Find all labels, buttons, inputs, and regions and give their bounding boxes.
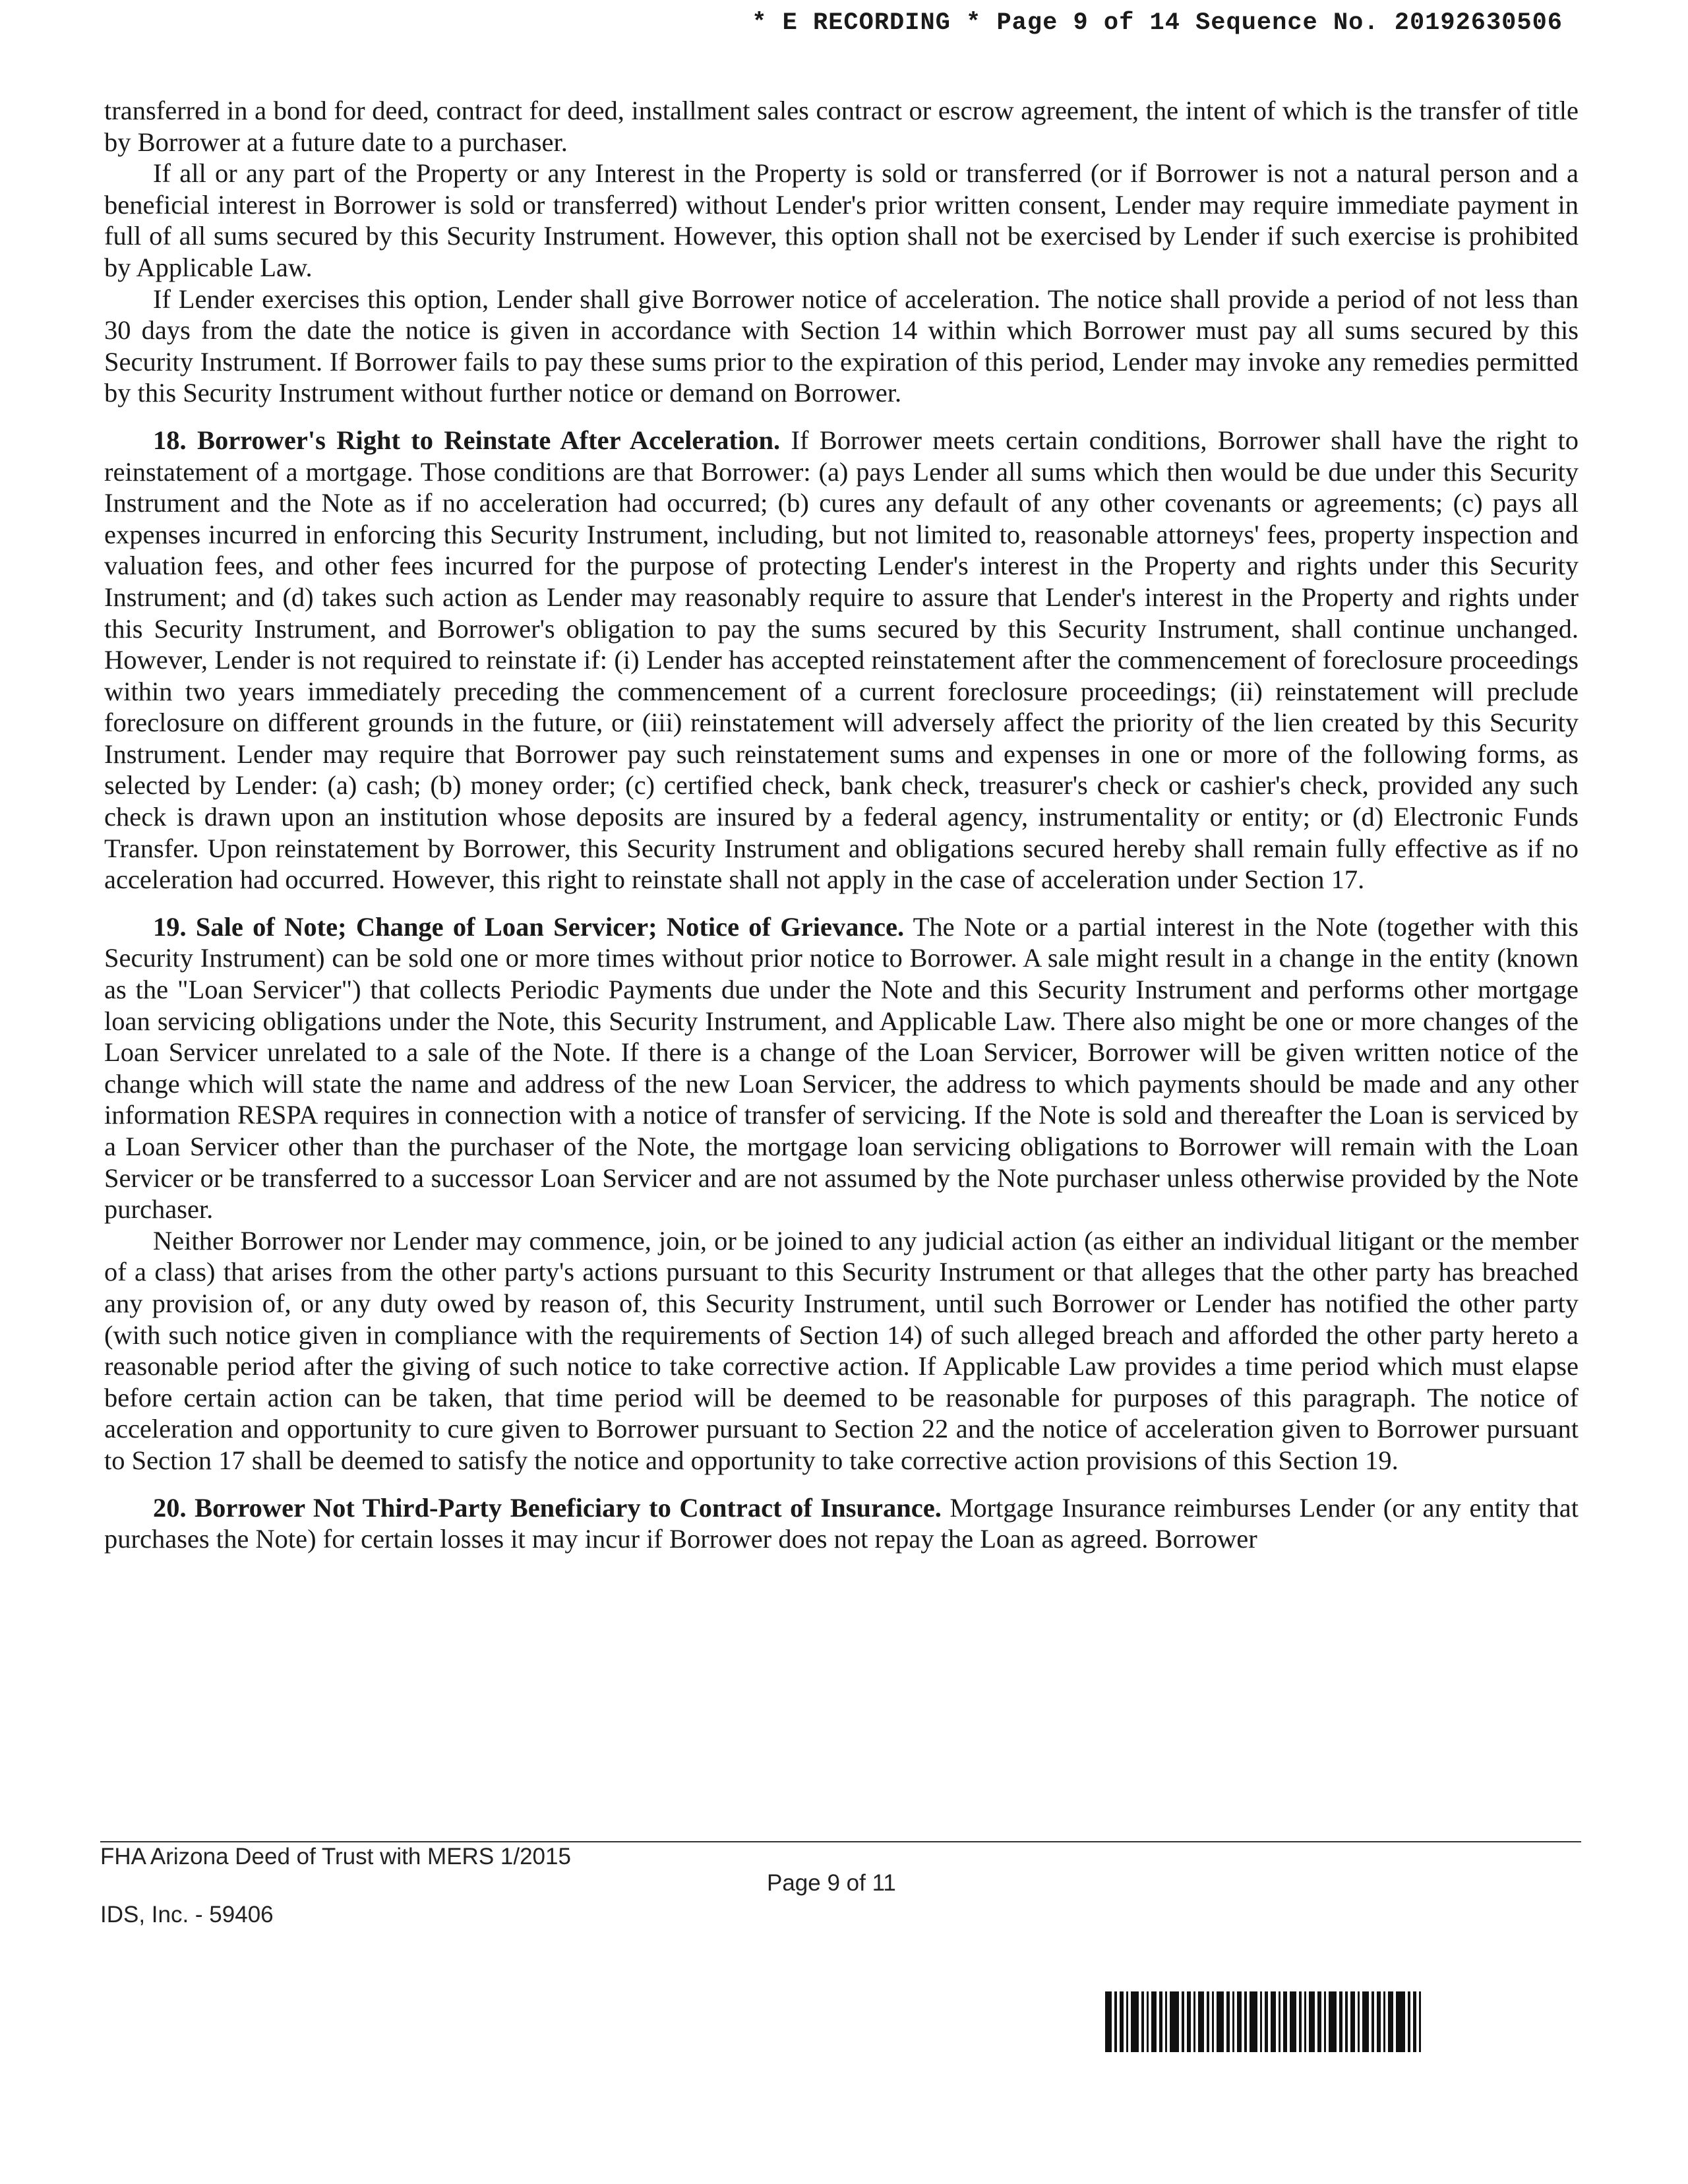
section-19 [104,911,1579,1225]
barcode-bar [1260,1991,1262,2052]
barcode-bar [1212,1991,1214,2052]
barcode-bar [1120,1991,1124,2052]
barcode-bar [1339,1991,1342,2052]
barcode-bar [1408,1991,1410,2052]
barcode-bar [1358,1991,1360,2052]
barcode-bar [1372,1991,1374,2052]
paragraph-continuation [104,95,1579,158]
footer-page-number: Page 9 of 11 [767,1870,896,1896]
section-18 [104,425,1579,895]
paragraph-text: transferred in a bond for deed, contract for deed, installment sales contract or escrow agreement, the intent of which is the transfer of title by Borrower at a future date to a purchaser. [104,96,1579,157]
barcode-bar [1279,1991,1281,2052]
recording-stamp: * E RECORDING * Page 9 of 14 Sequence No. 20192630506 [752,9,1563,37]
barcode-bar [1329,1991,1337,2052]
barcode-bar [1324,1991,1326,2052]
barcode-bar [1413,1991,1416,2052]
barcode-bar [1182,1991,1184,2052]
barcode-bar [1159,1991,1162,2052]
paragraph-text: If Lender exercises this option, Lender shall give Borrower notice of acceleration. The notice shall provide a period of not less than 30 days from the date the notice is given in accordance with Section 14 within which Borrower must pay all sums secured by this Security Instrument. If Borrower fails to pay these sums prior to the expiration of this period, Lender may invoke any remedies permitted by this Security Instrument without further notice or demand on Borrower. [104,284,1579,408]
barcode-bar [1419,1991,1421,2052]
barcode-bar [1151,1991,1157,2052]
barcode-bar [1105,1991,1112,2052]
barcode-bar [1304,1991,1306,2052]
section-18-text: If Borrower meets certain conditions, Borrower shall have the right to reinstatement of a mortgage. Those conditions are that Borrower: (a) pays Lender all sums which then would be due under this Security Instrument and the Note as if no acceleration had occurred; (b) cures any default of any other covenants or agreements; (c) pays all expenses incurred in enforcing this Security Instrument, including, but not limited to, reasonable attorneys' fees, property inspection and valuation fees, and other fees incurred for the purpose of protecting Lender's interest in the Property and rights under this Security Instrument; and (d) takes such action as Lender may reasonably require to assure that Lender's interest in the Property and rights under this Security Instrument, and Borrower's obligation to pay the sums secured by this Security Instrument, shall continue unchanged. However, Lender is not required to reinstate if: (i) Lender has accepted reinstatement after the commencement of foreclosure proceedings within two years immediately preceding the commencement of a current foreclosure proceedings; (ii) reinstatement will preclude foreclosure on different grounds in the future, or (iii) reinstatement will adversely affect the priority of the lien created by this Security Instrument. Lender may require that Borrower pay such reinstatement sums and expenses in one or more of the following forms, as selected by Lender: (a) cash; (b) money order; (c) certified check, bank check, treasurer's check or cashier's check, provided any such check is drawn upon an institution whose deposits are insured by a federal agency, instrumentality or entity; or (d) Electronic Funds Transfer. Upon reinstatement by Borrower, this Security Instrument and obligations secured hereby shall remain fully effective as if no acceleration had occurred. However, this right to reinstate shall not apply in the case of acceleration under Section 17. [104,425,1579,895]
barcode-bar [1147,1991,1149,2052]
section-20 [104,1492,1579,1555]
section-19-grievance-paragraph [104,1225,1579,1476]
barcode-bar [1309,1991,1315,2052]
barcode-bar [1283,1991,1287,2052]
section-19-text: The Note or a partial interest in the Note (together with this Security Instrument) can be sold one or more times without prior notice to Borrower. A sale might result in a change in the entity (known as the "Loan Servicer") that collects Periodic Payments due under the Note and this Security Instrument and performs other mortgage loan servicing obligations under the Note, this Security Instrument, and Applicable Law. There also might be one or more changes of the Loan Servicer unrelated to a sale of the Note. If there is a change of the Loan Servicer, Borrower will be given written notice of the change which will state the name and address of the new Loan Servicer, the address to which payments should be made and any other information RESPA requires in connection with a notice of transfer of servicing. If the Note is sold and thereafter the Loan is serviced by a Loan Servicer other than the purchaser of the Note, the mortgage loan servicing obligations to Borrower will remain with the Loan Servicer or be transferred to a successor Loan Servicer and are not assumed by the Note purchaser unless otherwise provided by the Note purchaser. [104,911,1579,1225]
barcode-bar [1165,1991,1167,2052]
paragraph-acceleration-notice [104,284,1579,409]
barcode-bar [1377,1991,1381,2052]
barcode-bar [1362,1991,1369,2052]
barcode-bar [1317,1991,1321,2052]
paragraph-transfer-consent [104,158,1579,283]
footer-divider [100,1841,1581,1842]
barcode-bar [1383,1991,1385,2052]
barcode-bar [1141,1991,1144,2052]
section-20-text: Mortgage Insurance reimburses Lender (or any entity that purchases the Note) for certain losses it may incur if Borrower does not repay the Loan as agreed. Borrower [104,1492,1579,1554]
footer-vendor: IDS, Inc. - 59406 [100,1902,274,1927]
barcode-bar [1170,1991,1179,2052]
barcode-bar [1250,1991,1257,2052]
barcode-bar [1388,1991,1393,2052]
barcode-bar [1193,1991,1195,2052]
barcode-bar [1265,1991,1268,2052]
barcode-bar [1232,1991,1234,2052]
barcode-bar [1198,1991,1204,2052]
barcode-image [1105,1991,1581,2052]
paragraph-text: If all or any part of the Property or any Interest in the Property is sold or transferred (or if Borrower is not a natural person and a beneficial interest in Borrower is sold or transferred) without Lender's prior written consent, Lender may require immediate payment in full of all sums secured by this Security Instrument. However, this option shall not be exercised by Lender if such exercise is prohibited by Applicable Law. [104,158,1579,282]
barcode-bar [1345,1991,1348,2052]
section-19-heading: 19. Sale of Note; Change of Loan Servicer; Notice of Grievance. [153,911,905,942]
barcode-bar [1126,1991,1128,2052]
barcode-bar [1271,1991,1276,2052]
barcode-bar [1114,1991,1117,2052]
barcode-bar [1217,1991,1224,2052]
barcode-bar [1226,1991,1230,2052]
section-18-heading: 18. Borrower's Right to Reinstate After Acceleration. [153,425,781,455]
barcode-bar [1396,1991,1405,2052]
barcode-bar [1187,1991,1191,2052]
barcode-bar [1131,1991,1139,2052]
section-20-heading: 20. Borrower Not Third-Party Beneficiary to Contract of Insurance. [153,1492,942,1523]
footer-form-name: FHA Arizona Deed of Trust with MERS 1/2015 [100,1844,571,1869]
paragraph-text: Neither Borrower nor Lender may commence, join, or be joined to any judicial action (as either an individual litigant or the member of a class) that arises from the other party's actions pursuant to this Security Instrument or that alleges that the other party has breached any provision of, or any duty owed by reason of, this Security Instrument, until such Borrower or Lender has notified the other party (with such notice given in compliance with the requirements of Section 14) of such alleged breach and afforded the other party hereto a reasonable period after the giving of such notice to take corrective action. If Applicable Law provides a time period which must elapse before certain action can be taken, that time period will be deemed to be reasonable for purposes of this paragraph. The notice of acceleration and opportunity to cure given to Borrower pursuant to Section 22 and the notice of acceleration given to Borrower pursuant to Section 17 shall be deemed to satisfy the notice and opportunity to take corrective action provisions of this Section 19. [104,1225,1579,1475]
barcode-bar [1350,1991,1355,2052]
barcode-bar [1244,1991,1247,2052]
barcode-bar [1237,1991,1242,2052]
document-body [104,95,1579,1555]
barcode-bar [1299,1991,1302,2052]
barcode-bar [1290,1991,1296,2052]
barcode-bar [1207,1991,1209,2052]
